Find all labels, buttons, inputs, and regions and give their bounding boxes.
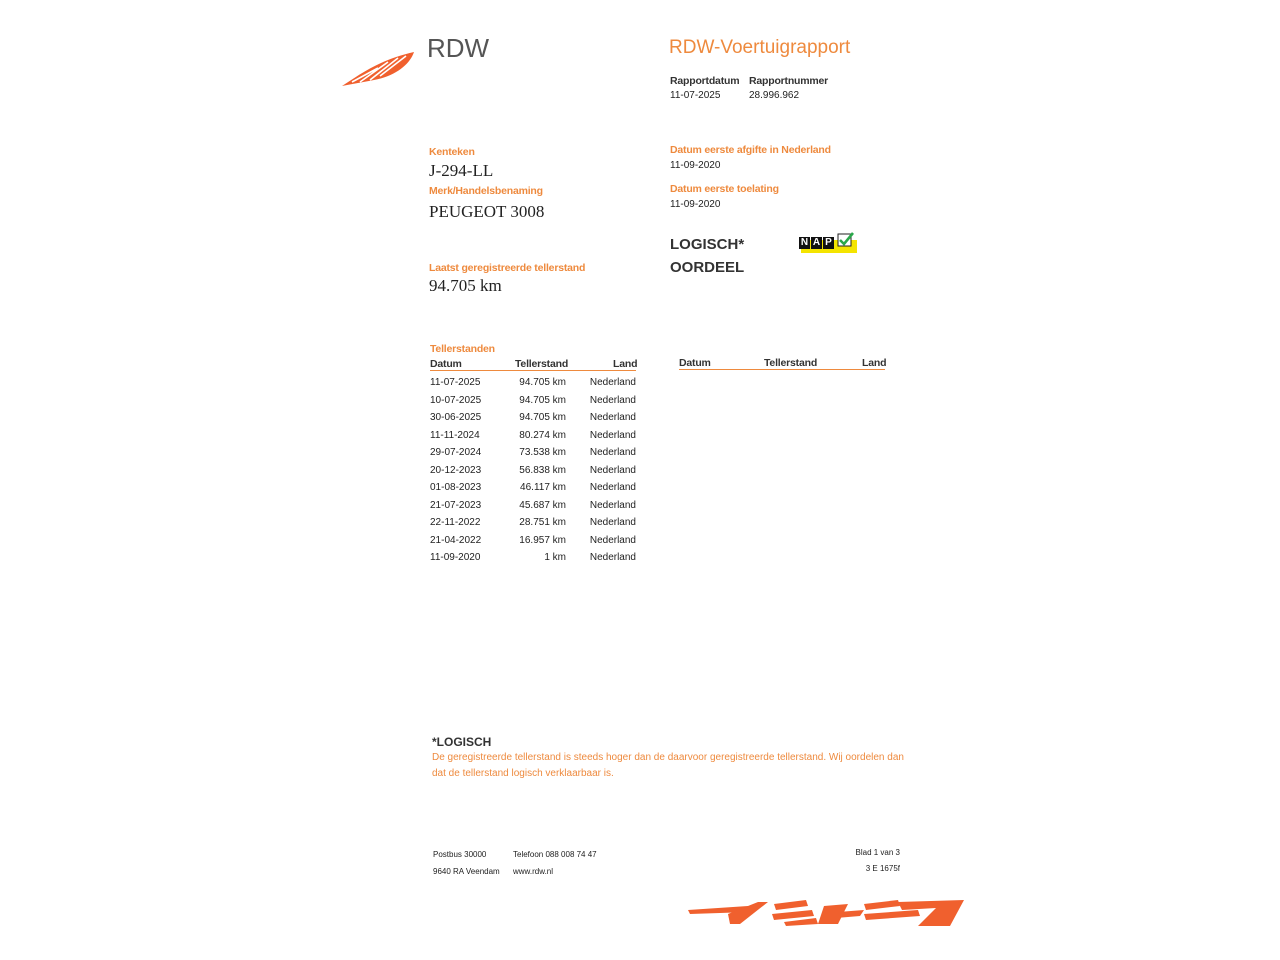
check-icon bbox=[837, 232, 855, 248]
rapportdatum-value: 11-07-2025 bbox=[670, 90, 721, 101]
row-date: 29-07-2024 bbox=[430, 447, 482, 458]
table-row bbox=[430, 535, 637, 549]
report-title: RDW-Voertuigrapport bbox=[669, 37, 851, 58]
col-header-datum: Datum bbox=[430, 358, 462, 370]
nap-letter-p: P bbox=[823, 237, 834, 249]
row-date: 10-07-2025 bbox=[430, 394, 482, 406]
kenteken-value: J-294-LL bbox=[429, 161, 494, 180]
right-col-header-tellerstand: Tellerstand bbox=[764, 357, 818, 369]
row-land: Nederland bbox=[589, 482, 636, 493]
rapportnummer-label: Rapportnummer bbox=[749, 75, 829, 87]
logo-text: RDW bbox=[427, 33, 490, 63]
row-date: 01-08-2023 bbox=[430, 482, 482, 493]
row-date: 22-11-2022 bbox=[430, 517, 481, 528]
table-row bbox=[430, 465, 637, 479]
row-tellerstand: 56.838 km bbox=[519, 464, 566, 476]
row-date: 11-09-2020 bbox=[430, 552, 481, 563]
toelating-label: Datum eerste toelating bbox=[670, 183, 779, 195]
row-land: Nederland bbox=[589, 464, 636, 476]
table-header-rule bbox=[430, 370, 636, 371]
row-land: Nederland bbox=[589, 377, 636, 388]
row-land: Nederland bbox=[589, 552, 636, 563]
right-col-header-land: Land bbox=[862, 357, 887, 369]
afgifte-label: Datum eerste afgifte in Nederland bbox=[670, 144, 831, 156]
tellerstand-value: 94.705 km bbox=[429, 276, 502, 295]
row-tellerstand: 46.117 km bbox=[520, 482, 566, 493]
footer-postbus: Postbus 30000 bbox=[433, 850, 487, 859]
rdw-feather-logo bbox=[338, 46, 420, 90]
rdw-stripe-graphic bbox=[688, 898, 968, 928]
row-land: Nederland bbox=[589, 412, 636, 423]
table-row bbox=[430, 500, 637, 514]
oordeel-line2: OORDEEL bbox=[670, 259, 745, 276]
tellerstand-label: Laatst geregistreerde tellerstand bbox=[429, 262, 586, 274]
table-row bbox=[430, 482, 637, 496]
table-row bbox=[430, 377, 637, 391]
col-header-land: Land bbox=[613, 358, 638, 370]
row-land: Nederland bbox=[589, 534, 636, 546]
row-land: Nederland bbox=[589, 499, 636, 511]
footer-blad: Blad 1 van 3 bbox=[855, 848, 900, 857]
row-tellerstand: 94.705 km bbox=[519, 377, 566, 388]
row-tellerstand: 94.705 km bbox=[519, 412, 566, 423]
nap-letter-n: N bbox=[800, 237, 809, 248]
row-tellerstand: 16.957 km bbox=[519, 534, 566, 546]
row-tellerstand: 28.751 km bbox=[519, 517, 566, 528]
footer-telefoon: Telefoon 088 008 74 47 bbox=[513, 850, 597, 859]
row-date: 11-11-2024 bbox=[430, 429, 480, 441]
afgifte-value: 11-09-2020 bbox=[670, 160, 721, 171]
row-land: Nederland bbox=[589, 447, 636, 458]
oordeel-line1: LOGISCH* bbox=[670, 236, 745, 253]
table-row bbox=[430, 395, 637, 409]
row-tellerstand: 45.687 km bbox=[519, 499, 566, 511]
row-date: 21-04-2022 bbox=[430, 534, 482, 546]
row-land: Nederland bbox=[589, 394, 636, 406]
merk-label: Merk/Handelsbenaming bbox=[429, 185, 543, 197]
table-row bbox=[430, 552, 637, 566]
nap-letter-a: A bbox=[812, 237, 821, 248]
tellerstanden-title: Tellerstanden bbox=[430, 343, 495, 355]
row-land: Nederland bbox=[589, 517, 636, 528]
row-date: 20-12-2023 bbox=[430, 464, 482, 476]
footer-city: 9640 RA Veendam bbox=[433, 867, 500, 876]
row-tellerstand: 1 km bbox=[544, 552, 566, 563]
row-tellerstand: 73.538 km bbox=[519, 447, 566, 458]
row-tellerstand: 80.274 km bbox=[519, 429, 566, 441]
table-row bbox=[430, 412, 637, 426]
row-tellerstand: 94.705 km bbox=[519, 394, 566, 406]
kenteken-label: Kenteken bbox=[429, 146, 475, 158]
footer-website: www.rdw.nl bbox=[513, 867, 554, 876]
nap-badge bbox=[799, 232, 857, 254]
right-col-header-datum: Datum bbox=[679, 357, 711, 369]
right-table-header-rule bbox=[679, 369, 885, 370]
table-row bbox=[430, 430, 637, 444]
rapportnummer-value: 28.996.962 bbox=[749, 90, 800, 101]
col-header-tellerstand: Tellerstand bbox=[515, 358, 569, 370]
row-date: 11-07-2025 bbox=[430, 377, 481, 388]
toelating-value: 11-09-2020 bbox=[670, 199, 721, 210]
note-line1: De geregistreerde tellerstand is steeds hoger dan de daarvoor geregistreerde tellerstand. Wij oordelen dan bbox=[432, 752, 904, 763]
merk-value: PEUGEOT 3008 bbox=[429, 202, 545, 221]
note-line2: dat de tellerstand logisch verklaarbaar is. bbox=[432, 768, 614, 779]
row-date: 21-07-2023 bbox=[430, 499, 482, 511]
rapportdatum-label: Rapportdatum bbox=[670, 75, 740, 87]
row-date: 30-06-2025 bbox=[430, 412, 482, 423]
footer-code: 3 E 1675f bbox=[865, 864, 900, 873]
table-row bbox=[430, 447, 637, 461]
table-row bbox=[430, 517, 637, 531]
row-land: Nederland bbox=[589, 429, 636, 441]
note-title: *LOGISCH bbox=[432, 735, 492, 749]
